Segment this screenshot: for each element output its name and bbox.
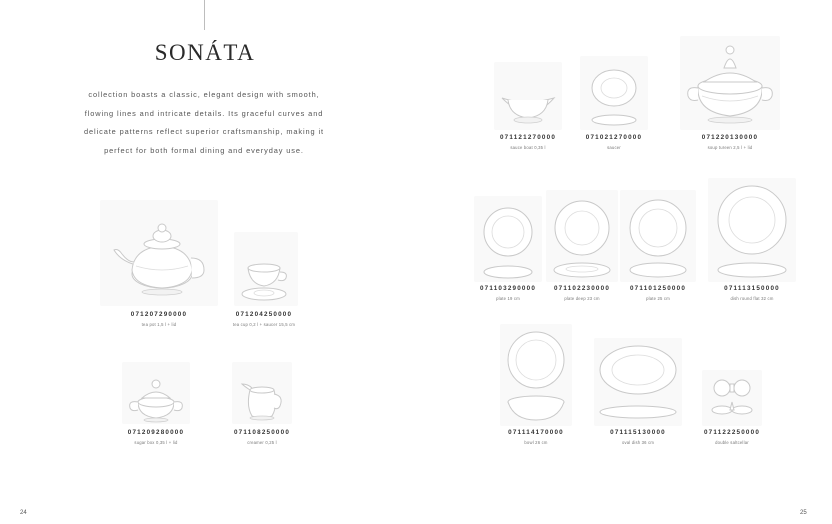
saucer-icon — [580, 56, 648, 130]
description-line: perfect for both formal dining and everyday use. — [104, 145, 304, 155]
soup-tureen-icon — [680, 36, 780, 130]
product-code: 071102230000 — [553, 285, 611, 292]
oval-dish-icon — [594, 338, 682, 426]
product-teapot[interactable] — [100, 200, 218, 330]
product-saucer[interactable] — [574, 56, 654, 152]
product-sauce-boat[interactable] — [488, 62, 568, 152]
product-code: 071121270000 — [499, 134, 557, 141]
product-code: 071204250000 — [235, 311, 293, 318]
product-soup-tureen[interactable] — [678, 36, 782, 152]
product-teacup[interactable] — [226, 232, 302, 330]
deep-plate-icon — [546, 190, 618, 282]
product-caption: bowl 26 cm — [524, 440, 548, 445]
product-plate-19[interactable] — [468, 196, 548, 302]
product-caption: soup tureen 2,5 l + lid — [707, 145, 753, 150]
product-creamer[interactable] — [224, 362, 300, 448]
teacup-icon — [234, 232, 298, 306]
round-dish-icon — [708, 178, 796, 282]
product-caption: tea cup 0,2 l + saucer 15,5 cm — [232, 322, 296, 327]
product-code: 071021270000 — [585, 134, 643, 141]
teapot-icon — [100, 200, 218, 306]
sauce-boat-icon — [494, 62, 562, 130]
product-bowl-26[interactable] — [496, 324, 576, 448]
product-code: 071207290000 — [130, 311, 188, 318]
product-oval-dish-36[interactable] — [592, 338, 684, 448]
product-code: 071114170000 — [508, 429, 564, 436]
product-caption: creamer 0,25 l — [247, 440, 277, 445]
product-plate-deep-23[interactable] — [542, 190, 622, 302]
description-line: flowing lines and intricate details. Its graceful curves and — [84, 108, 324, 118]
creamer-icon — [232, 362, 292, 424]
collection-description — [84, 86, 324, 160]
product-caption: plate deep 23 cm — [564, 296, 600, 301]
product-code: 071108250000 — [233, 429, 291, 436]
collection-title: SONÁTA — [154, 40, 256, 65]
product-caption: tea pot 1,5 l + lid — [141, 322, 177, 327]
product-code: 071113150000 — [724, 285, 780, 292]
product-double-saltcellar[interactable] — [694, 370, 770, 448]
product-caption: plate 25 cm — [646, 296, 670, 301]
bowl-icon — [500, 324, 572, 426]
product-code: 071115130000 — [610, 429, 666, 436]
right-page — [416, 0, 832, 524]
product-caption: sauce boat 0,35 l — [510, 145, 546, 150]
product-caption: double saltcellar — [715, 440, 749, 445]
product-code: 071101250000 — [629, 285, 687, 292]
plate-icon — [620, 190, 696, 282]
sugar-box-icon — [122, 362, 190, 424]
page-number-left: 24 — [20, 510, 27, 516]
product-code: 071220130000 — [701, 134, 759, 141]
plate-icon — [474, 196, 542, 282]
product-caption: dish round flat 32 cm — [730, 296, 774, 301]
product-code: 071122250000 — [703, 429, 761, 436]
product-plate-25[interactable] — [618, 190, 698, 302]
product-caption: oval dish 36 cm — [621, 440, 655, 445]
product-caption: sugar box 0,35 l + lid — [134, 440, 178, 445]
description-line: collection boasts a classic, elegant design with smooth, — [88, 90, 320, 99]
top-divider — [204, 0, 205, 30]
description-line: delicate patterns reflect superior craftsmanship, making it — [84, 127, 325, 136]
product-code: 071103290000 — [479, 285, 537, 292]
page-number-right: 25 — [800, 510, 807, 516]
product-caption: plate 19 cm — [496, 296, 520, 301]
product-dish-round-32[interactable] — [706, 178, 798, 302]
saltcellar-icon — [702, 370, 762, 426]
product-sugar-box[interactable] — [118, 362, 194, 448]
product-code: 071209280000 — [127, 429, 185, 436]
product-caption: saucer — [607, 145, 621, 150]
